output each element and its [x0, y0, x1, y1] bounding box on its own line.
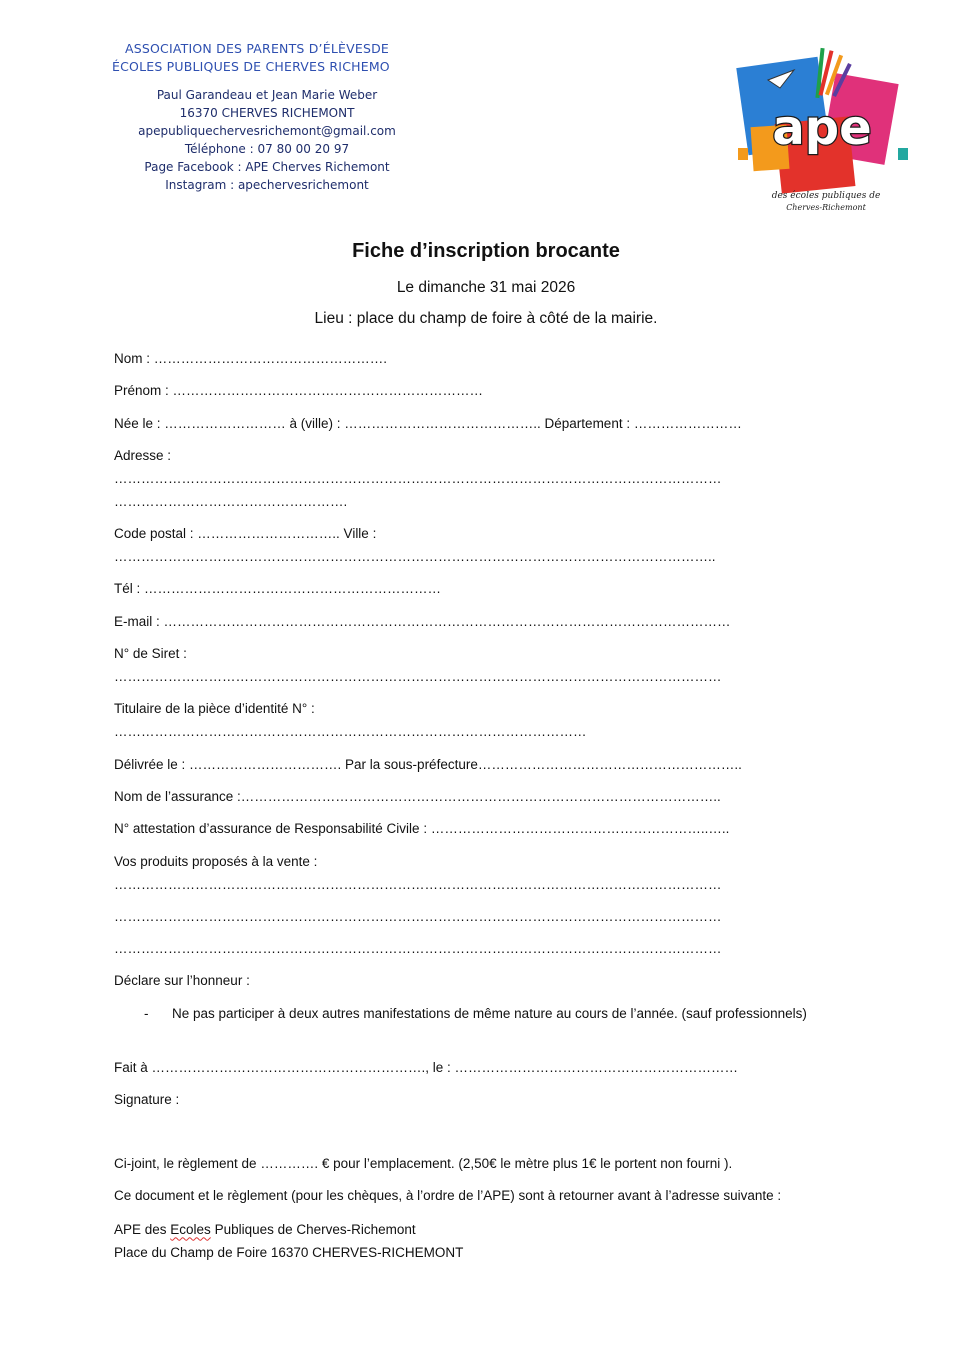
adresse-label: Adresse : [114, 447, 172, 463]
address-line-1 [114, 1218, 854, 1241]
retour-text: Ce document et le règlement (pour les chèques, à l’ordre de l’APE) sont à retourner avant à l’adresse suivante : [114, 1188, 782, 1204]
produits-line-1[interactable]: ……………………………………………………………………………………………………………………… [114, 876, 722, 892]
delivree-field[interactable]: Délivrée le : ……………………………. Par la sous-préfecture………………………………………………….. [114, 756, 742, 772]
code-postal-field[interactable]: Code postal : ………………………….. Ville : [114, 526, 377, 542]
reglement-text: Ci-joint, le règlement de …………. € pour l’emplacement. (2,50€ le mètre plus 1€ le portent non fourni ). [114, 1156, 733, 1171]
tel-field[interactable]: Tél : ………………………………………………………… [114, 581, 442, 597]
siret-label: N° de Siret : [114, 646, 187, 662]
footer [114, 1153, 854, 1264]
contact-phone: Téléphone : 07 80 00 20 97 [184, 142, 350, 156]
logo-caption: des écoles publiques de [771, 191, 881, 201]
declaration-text: Ne pas participer à deux autres manifestations de même nature au cours de l’année. (sauf professionnels) [172, 1005, 807, 1021]
assurance-field[interactable]: Nom de l’assurance :…………………………………………………………………………………………….. [114, 788, 721, 804]
produits-label: Vos produits proposés à la vente : [114, 853, 318, 869]
ville-line[interactable]: …………………………………………………………………………………………………………………….. [114, 549, 716, 565]
attestation-field[interactable]: N° attestation d’assurance de Responsabilité Civile : ……………………………………………………..….. [114, 821, 730, 837]
contact-instagram: Instagram : apechervesrichemont [165, 178, 369, 192]
address-line-2: Place du Champ de Foire 16370 CHERVES-RICHEMONT [114, 1244, 464, 1260]
address-prefix: APE des [114, 1221, 171, 1237]
association-name-line-1: ASSOCIATION DES PARENTS D’ÉLÈVESDE [125, 41, 390, 56]
identite-line[interactable]: …………………………………………………………………………………………… [114, 724, 587, 740]
nom-field[interactable]: Nom : ……………………………………………. [114, 351, 388, 366]
birth-field[interactable]: Née le : ……………………… à (ville) : …………………………………….. Département : …………………… [114, 415, 742, 431]
page-title: Fiche d’inscription brocante [352, 240, 620, 262]
identite-label: Titulaire de la pièce d’identité N° : [114, 701, 315, 717]
contact-names: Paul Garandeau et Jean Marie Weber [156, 88, 378, 102]
logo-orange-dot [738, 148, 748, 160]
ape-logo [732, 40, 912, 212]
adresse-line-2[interactable]: ……………………………………………. [114, 493, 348, 509]
logo-text: ape [772, 100, 872, 156]
contact-email: apepubliquechervesrichemont@gmail.com [138, 124, 396, 138]
event-date: Le dimanche 31 mai 2026 [396, 279, 576, 296]
bullet-dash: - [144, 1005, 149, 1021]
contact-facebook: Page Facebook : APE Cherves Richemont [144, 160, 390, 174]
email-field[interactable]: E-mail : ……………………………………………………………………………………………………………… [114, 613, 731, 629]
contact-city: 16370 CHERVES RICHEMONT [179, 106, 355, 120]
produits-line-2[interactable]: ……………………………………………………………………………………………………………………… [114, 908, 722, 924]
return-address [114, 1218, 854, 1264]
adresse-line-1[interactable]: ……………………………………………………………………………………………………………………… [114, 470, 722, 486]
address-ecoles: Ecoles [170, 1221, 211, 1237]
registration-form [114, 348, 854, 1121]
fait-field[interactable]: Fait à ……………………………………………………., le : ……………………………………………………… [114, 1059, 739, 1075]
event-place: Lieu : place du champ de foire à côté de la mairie. [314, 310, 658, 327]
produits-line-3[interactable]: ……………………………………………………………………………………………………………………… [114, 941, 722, 957]
prenom-field[interactable]: Prénom : …………………………………………………………… [114, 383, 484, 399]
declare-label: Déclare sur l’honneur : [114, 973, 250, 989]
contact-block [112, 86, 422, 194]
siret-line[interactable]: ……………………………………………………………………………………………………………………… [114, 669, 722, 685]
logo-teal-dot [898, 148, 908, 160]
address-suffix: Publiques de Cherves-Richemont [210, 1221, 416, 1237]
signature-field[interactable]: Signature : [114, 1092, 180, 1108]
declaration-item [114, 1003, 854, 1057]
association-name-line-2: ÉCOLES PUBLIQUES DE CHERVES RICHEMO [112, 59, 390, 74]
logo-caption-2: Cherves-Richemont [786, 203, 866, 212]
association-name [112, 40, 402, 76]
